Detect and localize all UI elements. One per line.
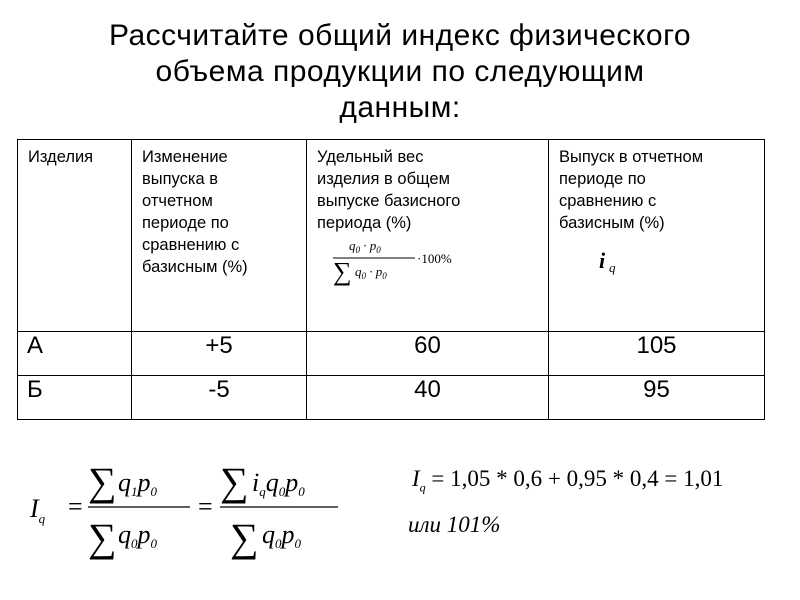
sum-icon: ∑ xyxy=(88,515,117,560)
table-row xyxy=(18,332,765,376)
header-change xyxy=(132,140,307,332)
data-table xyxy=(17,139,765,420)
formula-numerator-1: q1p0 xyxy=(118,468,157,499)
header-items-label: Изделия xyxy=(28,148,94,166)
header-output-label: Выпуск в отчетном периоде по сравнению с базисным (%) xyxy=(559,148,704,232)
header-change-label: Изменение выпуска в отчетном периоде по сравнению с базисным (%) xyxy=(142,148,248,276)
formula-equals: = xyxy=(198,492,213,521)
weight-formula xyxy=(331,236,491,300)
header-items xyxy=(18,140,132,332)
weight-formula-suffix: ·100% xyxy=(417,251,452,266)
table-header-row xyxy=(18,140,765,332)
row-output: 95 xyxy=(549,376,765,420)
sum-icon: ∑ xyxy=(230,515,259,560)
header-output xyxy=(549,140,765,332)
sum-icon: ∑ xyxy=(88,459,117,504)
svg-text:q: q xyxy=(609,260,616,275)
row-change: +5 xyxy=(132,332,307,376)
header-weight-label: Удельный вес изделия в общем выпуске базисного периода (%) xyxy=(317,148,461,232)
sum-icon: ∑ xyxy=(333,257,352,286)
calc-result-line: = 1,05 * 0,6 + 0,95 * 0,4 = 1,01 xyxy=(431,466,724,491)
weight-formula-denominator: $q_0 \cdot p_0$ xyxy=(355,264,387,281)
row-item: Б xyxy=(18,376,132,420)
row-weight: 60 xyxy=(307,332,549,376)
formula-iq: $I_q$ xyxy=(30,494,46,526)
formula-denominator-2: q0p0 xyxy=(262,520,301,551)
formula-numerator-2: iqq0p0 xyxy=(252,468,305,499)
index-formula xyxy=(20,455,350,565)
calc-result xyxy=(412,466,723,496)
calc-iq: $I_q$ xyxy=(412,466,426,495)
header-weight xyxy=(307,140,549,332)
row-change: -5 xyxy=(132,376,307,420)
sum-icon: ∑ xyxy=(220,459,249,504)
svg-text:i: i xyxy=(599,248,606,273)
row-item: А xyxy=(18,332,132,376)
table-row xyxy=(18,376,765,420)
weight-formula-numerator: $q_0 \cdot p_0$ xyxy=(349,238,381,255)
calc-percent: или 101% xyxy=(408,512,501,537)
row-weight: 40 xyxy=(307,376,549,420)
formula-denominator-1: q0p0 xyxy=(118,520,157,551)
iq-symbol xyxy=(595,244,655,284)
formula-equals: = xyxy=(68,492,83,521)
page-title: Рассчитайте общий индекс физического объема продукции по следующим данным: xyxy=(108,19,692,124)
row-output: 105 xyxy=(549,332,765,376)
